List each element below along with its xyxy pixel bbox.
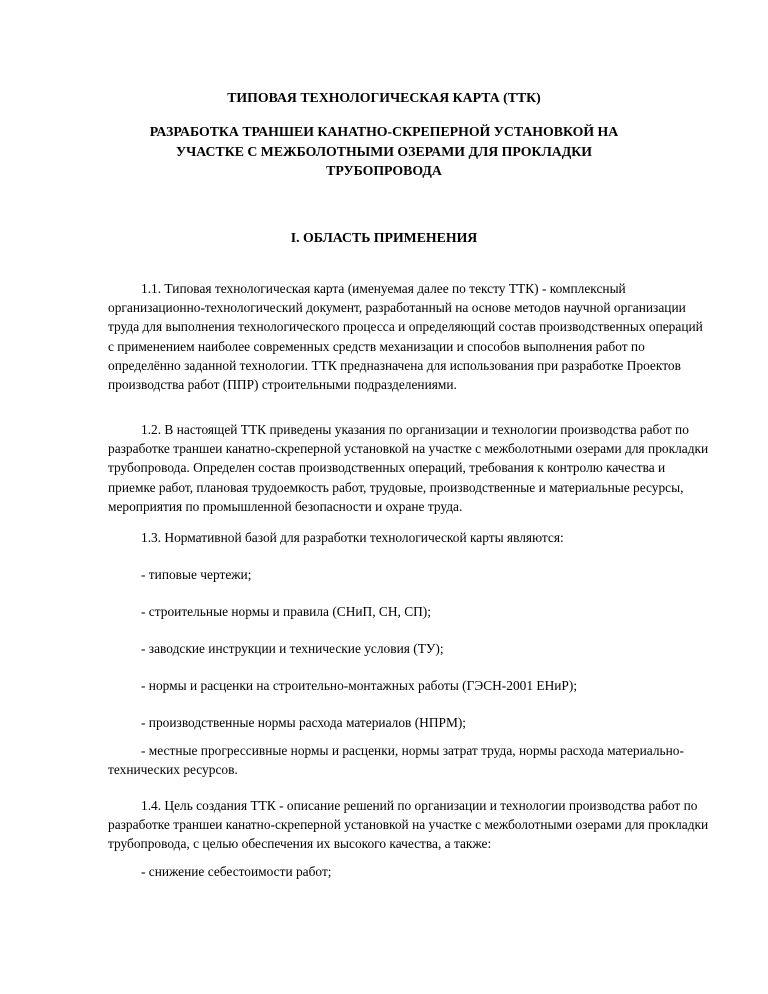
list-item: - строительные нормы и правила (СНиП, СН, СП); [141, 604, 431, 619]
list-item: - нормы и расценки на строительно-монтажных работы (ГЭСН-2001 ЕНиР); [141, 678, 578, 693]
paragraph-1-2: 1.2. В настоящей ТТК приведены указания по организации и технологии производства работ по разработке траншеи канатно-скреперной установкой на участке с межболотными озерами для прокладки трубопровода. Определен состав производственных операций, требования к контролю качества и приемке работ, плановая трудоемкость работ, трудовые, производственные и материальные ресурсы, мероприятия по промышленной безопасности и охране труда. [108, 422, 709, 514]
paragraph-1-1: 1.1. Типовая технологическая карта (именуемая далее по тексту ТТК) - комплексный организационно-технологический документ, разработанный на основе методов научной организации труда для выполнения технологического процесса и определяющий состав производственных операций с применением наиболее современных средств механизации и способов выполнения работ по определённо заданной технологии. ТТК предназначена для использования при разработке Проектов производства работ (ППР) строительными подразделениями. [108, 281, 703, 393]
list-item-wrapped: - местные прогрессивные нормы и расценки, нормы затрат труда, нормы расхода материально-технических ресурсов. [108, 743, 684, 778]
list-item: - производственные нормы расхода материалов (НПРМ); [141, 715, 467, 730]
paragraph-1-3: 1.3. Нормативной базой для разработки технологической карты являются: [141, 530, 564, 545]
list-item: - заводские инструкции и технические условия (ТУ); [141, 641, 444, 656]
section-heading: I. ОБЛАСТЬ ПРИМЕНЕНИЯ [290, 230, 478, 245]
document-title: ТИПОВАЯ ТЕХНОЛОГИЧЕСКАЯ КАРТА (ТТК) [227, 90, 541, 105]
list-item: - снижение себестоимости работ; [141, 864, 332, 879]
list-item: - типовые чертежи; [141, 567, 252, 582]
paragraph-1-4: 1.4. Цель создания ТТК - описание решений по организации и технологии производства работ по разработке траншеи канатно-скреперной установкой на участке с межболотными озерами для прокладки трубопровода, с целью обеспечения их высокого качества, а также: [108, 798, 709, 852]
document-subtitle: РАЗРАБОТКА ТРАНШЕИ КАНАТНО-СКРЕПЕРНОЙ УСТАНОВКОЙ НА УЧАСТКЕ С МЕЖБОЛОТНЫМИ ОЗЕРАМИ ДЛЯ ПРОКЛАДКИ ТРУБОПРОВОДА [149, 124, 619, 178]
